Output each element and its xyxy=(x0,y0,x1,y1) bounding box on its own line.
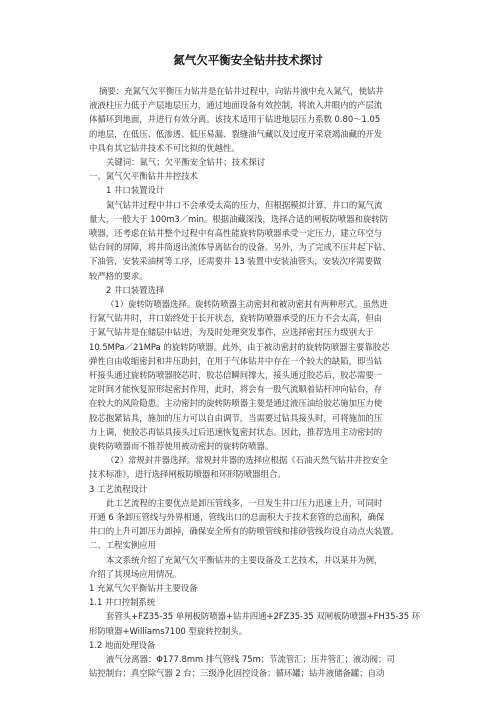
body-line: 1 充氮气欠平衡钻井主要设备 xyxy=(89,583,198,593)
body-line: 1.2 地面处理设备 xyxy=(89,639,156,650)
body-line: 形防喷器+Williams7100 型旋转控制头。 xyxy=(89,625,248,636)
body-line: 10.5MPa／21MPa 的旋转防喷器。此外，由于被动密封的旋转防喷器主要靠胶芯 xyxy=(89,341,390,352)
body-line: 井口的上升可卸压力卸掉，确保安全所有的防喷管线和排砂管线均设自动点火装置。 xyxy=(89,526,399,537)
body-line: 钻台间的屏障，将井筒返出流体导离钻台的设备。另外，为了完成不压井起下钻、 xyxy=(89,242,391,253)
document-title: 氮气欠平衡安全钻井技术探讨 xyxy=(173,53,323,67)
body-line: 钻控制台；真空除气器 2 台；三级净化固控设备；循环罐；钻井液储备罐；自动 xyxy=(89,668,385,679)
body-line: 此工艺流程的主要优点是卸压管线多，一旦发生井口压力迅速上升，可同时 xyxy=(106,497,383,508)
body-line: 液气分离器：Φ177.8mm 排气管线 75m；节流管汇；压井管汇；液动阀；司 xyxy=(106,654,395,664)
body-line: 体循环到地面，并进行有效分离。该技术适用于钻进地层压力系数 0.80～1.05 xyxy=(89,114,381,125)
body-line: 氮气钻井过程中井口不会承受太高的压力，但根据模拟计算，井口的氮气流 xyxy=(106,199,383,210)
body-line: 喷器，还考虑在钻井整个过程中有高性能旋转防喷器承受一定压力，建立环空与 xyxy=(89,228,383,238)
body-line: 于氮气钻井是在储层中钻进，为及时处理突发事件，应选择密封压力级别大于 xyxy=(89,327,374,338)
body-line: 在较大的风险隐患。主动密封的旋转防喷器主要是通过液压油给胶芯施加压力使 xyxy=(89,398,383,409)
body-line: 的地层，在低压、低渗透、低压易漏、裂缝油气藏以及过度开采衰竭油藏的开发 xyxy=(89,128,383,139)
body-line: 开通 6 条卸压管线与外界相通，管线出口的总面积大于技术套管的总面积，确保 xyxy=(89,512,385,522)
body-line: 胶芯抱紧钻具，施加的压力可以自由调节，当需要过钻具接头时，可将施加的压 xyxy=(89,412,383,423)
body-line: 弹性自由收缩密封和井压助封，在用于气体钻井中存在一个较大的缺陷，即当钻 xyxy=(89,355,383,366)
body-line: 3 工艺流程设计 xyxy=(89,483,148,494)
body-line: 杆接头通过旋转防喷器胶芯时，胶芯信瞬间撑大，接头通过胶芯后，胶芯需要一 xyxy=(89,370,383,380)
body-line: 1 井口装置设计 xyxy=(106,185,165,196)
body-line: 液液柱压力低于产层地层压力，通过地面设备有效控制，将流入井眼内的产层流 xyxy=(89,100,383,111)
body-line: （2）常规封井器选择。常规封井器的选择应根据《石油天然气钻井井控安全 xyxy=(106,455,388,466)
body-line: 摘要：充氮气欠平衡压力钻井是在钻井过程中，向钻井液中充入氮气，使钻井 xyxy=(99,86,384,96)
body-line: 力上调，使胶芯再钻具接头过后迅速恢复密封状态。因此，推荐选用主动密封的 xyxy=(89,426,383,437)
body-line: 套管头+FZ35-35 单闸板防喷器+钻井四通+2FZ35-35 双闸板防喷器+FH35-35 环 xyxy=(106,611,421,622)
body-line: 关键词：氮气；欠平衡安全钻井；技术探讨 xyxy=(106,157,266,167)
body-line: 量大，一般大于 100m3／min。根据油藏深浅，选择合适的闸板防喷器和旋转防 xyxy=(89,213,389,224)
body-line: 行氮气钻井时，井口始终处于长开状态，旋转防喷器承受的压力不会太高，但由 xyxy=(89,313,383,324)
body-line: 技术标准》，进行选择闸板防喷器和环形防喷器组合。 xyxy=(89,469,286,480)
body-line: 下油管，安装采油树等工序，还需要井 13 装置中安装油管头，安装次序需要做 xyxy=(89,256,382,267)
body-line: （1）旋转防喷器选择。旋转防喷器主动密封和被动密封有两种形式。虽然进 xyxy=(106,299,388,309)
body-line: 本文系统介绍了充氮气欠平衡钻井的主要设备及工艺技术，并以某井为例， xyxy=(106,554,383,565)
body-line: 定时间才能恢复原形起密封作用，此时，将会有一股气流顺着钻杆冲向钻台，存 xyxy=(89,384,383,395)
body-line: 较严格的要求。 xyxy=(89,270,148,281)
body-line: 二、工程实例应用 xyxy=(89,540,156,551)
body-line: 介绍了其现场应用情况。 xyxy=(89,568,182,579)
body-line: 1.1 井口控制系统 xyxy=(89,597,156,608)
body-line: 一、氮气欠平衡钻井井控技术 xyxy=(89,171,198,182)
body-line: 中具有其它钻井技术不可比拟的优越性。 xyxy=(89,142,240,153)
body-line: 旋转防喷器而不推荐使用被动密封的旋转防喷器。 xyxy=(89,441,274,451)
body-line: 2 井口装置选择 xyxy=(106,284,165,295)
